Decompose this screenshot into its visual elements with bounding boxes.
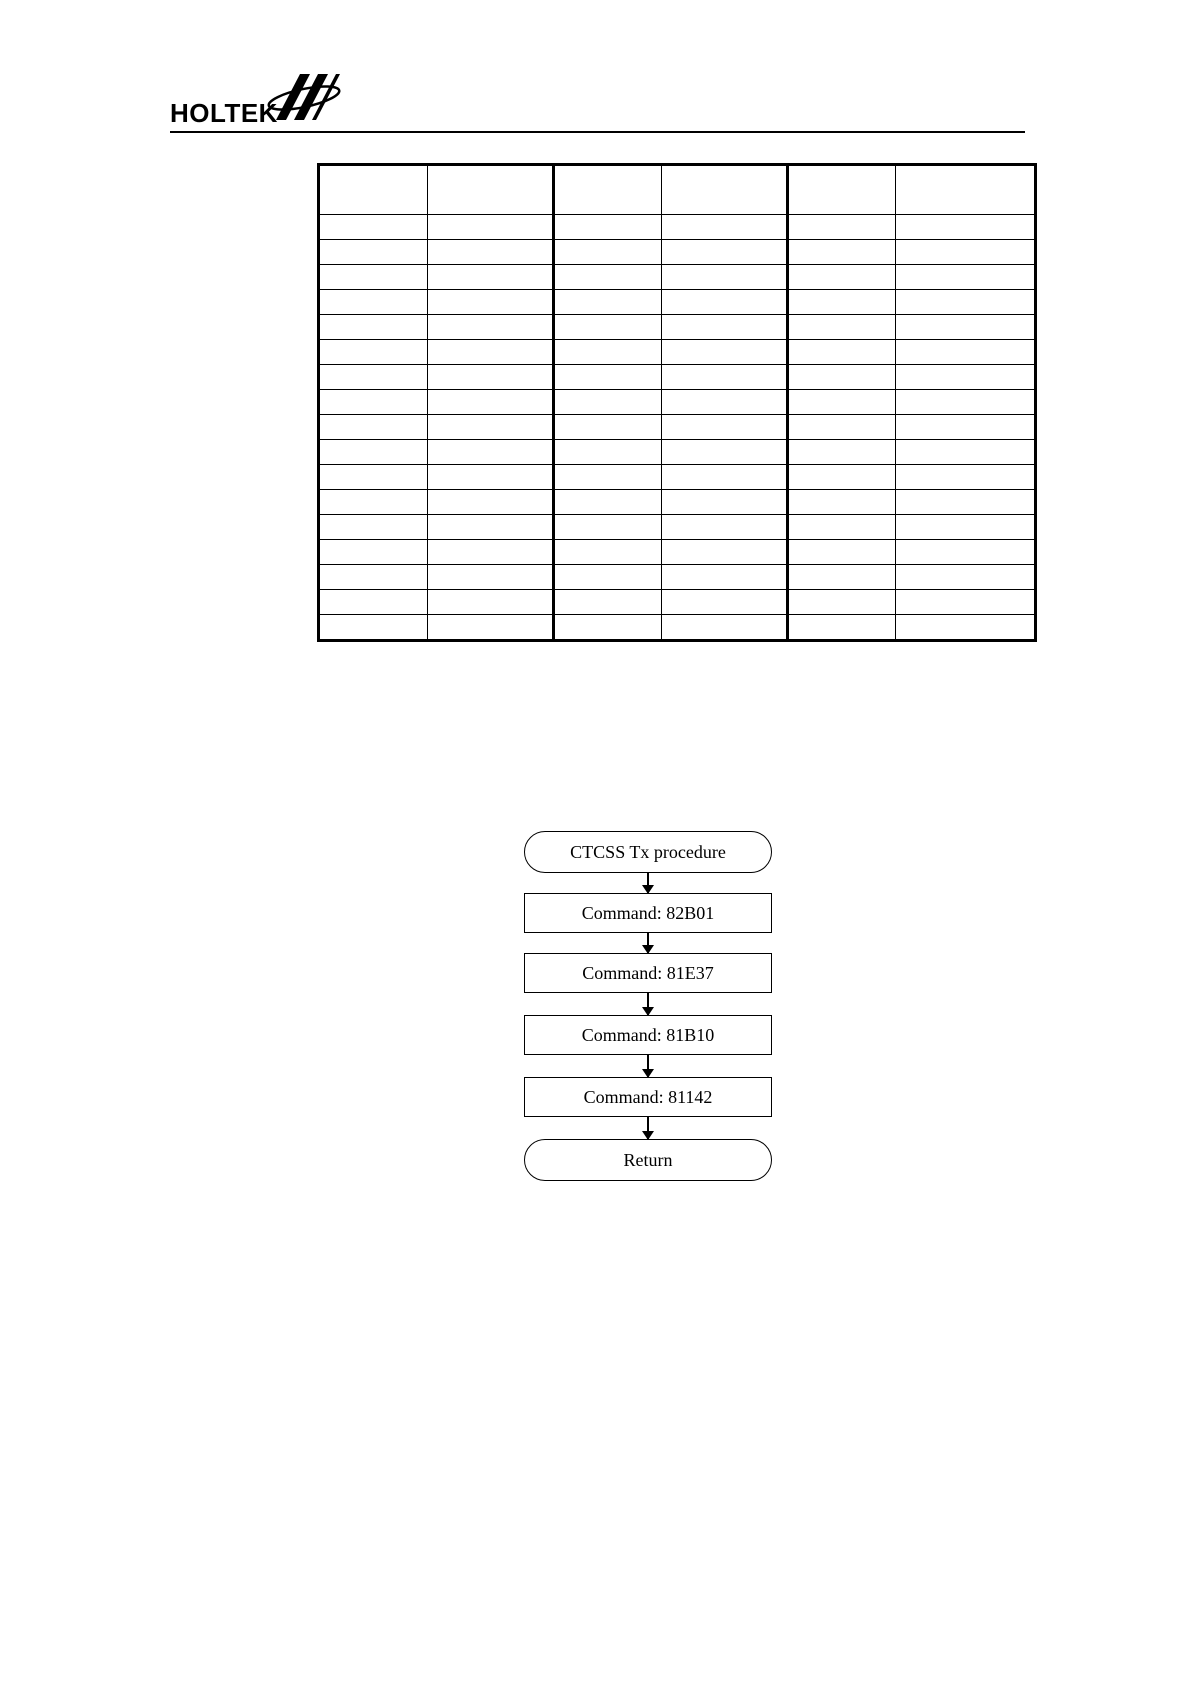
table-cell: [896, 315, 1036, 340]
table-cell: [662, 465, 788, 490]
table-cell: [662, 240, 788, 265]
table-cell: [896, 215, 1036, 240]
table-cell: [319, 365, 428, 390]
table-row: [319, 615, 1036, 641]
table-cell: [788, 540, 896, 565]
table-cell: [788, 515, 896, 540]
table-cell: [319, 340, 428, 365]
table-header-cell: [662, 165, 788, 215]
table-cell: [788, 365, 896, 390]
table-cell: [788, 315, 896, 340]
logo-text: HOLTEK: [170, 98, 278, 128]
table-cell: [319, 490, 428, 515]
table-header-cell: [319, 165, 428, 215]
table-row: [319, 565, 1036, 590]
data-table: [317, 163, 1037, 642]
table-header-row: [319, 165, 1036, 215]
table-cell: [896, 265, 1036, 290]
table-cell: [428, 590, 554, 615]
table-cell: [554, 490, 662, 515]
table-header-cell: [896, 165, 1036, 215]
table-cell: [319, 315, 428, 340]
table-cell: [319, 215, 428, 240]
table-cell: [896, 490, 1036, 515]
table-row: [319, 465, 1036, 490]
table-cell: [788, 290, 896, 315]
table-cell: [554, 240, 662, 265]
table-cell: [319, 390, 428, 415]
table-cell: [896, 565, 1036, 590]
table-cell: [896, 590, 1036, 615]
table-cell: [319, 565, 428, 590]
table-cell: [896, 415, 1036, 440]
flow-end-node: Return: [524, 1139, 772, 1181]
table-cell: [319, 590, 428, 615]
table-row: [319, 590, 1036, 615]
table-cell: [788, 340, 896, 365]
table-cell: [662, 540, 788, 565]
table-cell: [319, 265, 428, 290]
flowchart: [524, 831, 776, 1187]
table-cell: [428, 465, 554, 490]
table-cell: [319, 540, 428, 565]
flow-step-node: Command: 81B10: [524, 1015, 772, 1055]
table-cell: [428, 215, 554, 240]
table-cell: [662, 490, 788, 515]
table-cell: [896, 465, 1036, 490]
table-cell: [788, 490, 896, 515]
table-cell: [662, 440, 788, 465]
table-cell: [788, 265, 896, 290]
table-cell: [554, 315, 662, 340]
flow-start-node: CTCSS Tx procedure: [524, 831, 772, 873]
table-cell: [554, 615, 662, 641]
header-rule: [170, 131, 1025, 133]
flow-arrow: [647, 1055, 649, 1077]
table-cell: [428, 440, 554, 465]
table-row: [319, 215, 1036, 240]
table-row: [319, 265, 1036, 290]
table-cell: [428, 290, 554, 315]
table-cell: [319, 465, 428, 490]
table-cell: [428, 515, 554, 540]
table-cell: [554, 515, 662, 540]
table-cell: [319, 615, 428, 641]
table-cell: [554, 340, 662, 365]
table-row: [319, 290, 1036, 315]
table-cell: [662, 340, 788, 365]
table-cell: [554, 565, 662, 590]
table-cell: [788, 390, 896, 415]
flow-arrow: [647, 993, 649, 1015]
table-cell: [319, 515, 428, 540]
table-row: [319, 440, 1036, 465]
table-cell: [554, 390, 662, 415]
flow-arrow: [647, 873, 649, 893]
table-row: [319, 415, 1036, 440]
table-cell: [428, 240, 554, 265]
table-cell: [428, 565, 554, 590]
table-cell: [428, 265, 554, 290]
table-cell: [554, 265, 662, 290]
page-header: [170, 68, 1025, 134]
table-cell: [662, 290, 788, 315]
table-cell: [428, 390, 554, 415]
table-cell: [662, 265, 788, 290]
table-cell: [896, 615, 1036, 641]
table-cell: [896, 365, 1036, 390]
table-row: [319, 315, 1036, 340]
table-cell: [428, 340, 554, 365]
table-cell: [428, 490, 554, 515]
table-cell: [896, 440, 1036, 465]
table-header-cell: [428, 165, 554, 215]
table-header-cell: [554, 165, 662, 215]
table-cell: [428, 415, 554, 440]
holtek-logo-mark-icon: [266, 68, 346, 126]
table-row: [319, 390, 1036, 415]
table-row: [319, 540, 1036, 565]
table-cell: [896, 390, 1036, 415]
table-cell: [554, 290, 662, 315]
table-cell: [896, 540, 1036, 565]
table-cell: [788, 415, 896, 440]
table-cell: [319, 415, 428, 440]
table-cell: [554, 440, 662, 465]
flow-arrow: [647, 1117, 649, 1139]
table-cell: [788, 465, 896, 490]
flow-arrow: [647, 933, 649, 953]
table-cell: [662, 365, 788, 390]
table-cell: [662, 590, 788, 615]
table-cell: [788, 440, 896, 465]
table-row: [319, 490, 1036, 515]
table-cell: [662, 565, 788, 590]
table-cell: [662, 215, 788, 240]
table-cell: [662, 390, 788, 415]
table-cell: [662, 415, 788, 440]
table-cell: [788, 590, 896, 615]
holtek-logo: [170, 68, 370, 128]
table-cell: [428, 315, 554, 340]
table-cell: [662, 615, 788, 641]
table-cell: [554, 215, 662, 240]
table-cell: [319, 240, 428, 265]
table-cell: [788, 215, 896, 240]
table-cell: [896, 240, 1036, 265]
table-cell: [319, 440, 428, 465]
table-cell: [428, 615, 554, 641]
table-row: [319, 340, 1036, 365]
table-cell: [554, 365, 662, 390]
table-row: [319, 240, 1036, 265]
table-cell: [554, 465, 662, 490]
table-cell: [662, 515, 788, 540]
table-row: [319, 365, 1036, 390]
flow-step-node: Command: 81E37: [524, 953, 772, 993]
table-cell: [896, 515, 1036, 540]
table-cell: [319, 290, 428, 315]
table-cell: [788, 240, 896, 265]
table-header-cell: [788, 165, 896, 215]
table-cell: [788, 565, 896, 590]
table-cell: [896, 340, 1036, 365]
table-cell: [554, 415, 662, 440]
table-body: [319, 215, 1036, 641]
flow-step-node: Command: 82B01: [524, 893, 772, 933]
table-cell: [554, 590, 662, 615]
table-cell: [554, 540, 662, 565]
table-cell: [428, 365, 554, 390]
table-cell: [428, 540, 554, 565]
table-cell: [662, 315, 788, 340]
table-row: [319, 515, 1036, 540]
table-cell: [788, 615, 896, 641]
flow-step-node: Command: 81142: [524, 1077, 772, 1117]
table-cell: [896, 290, 1036, 315]
